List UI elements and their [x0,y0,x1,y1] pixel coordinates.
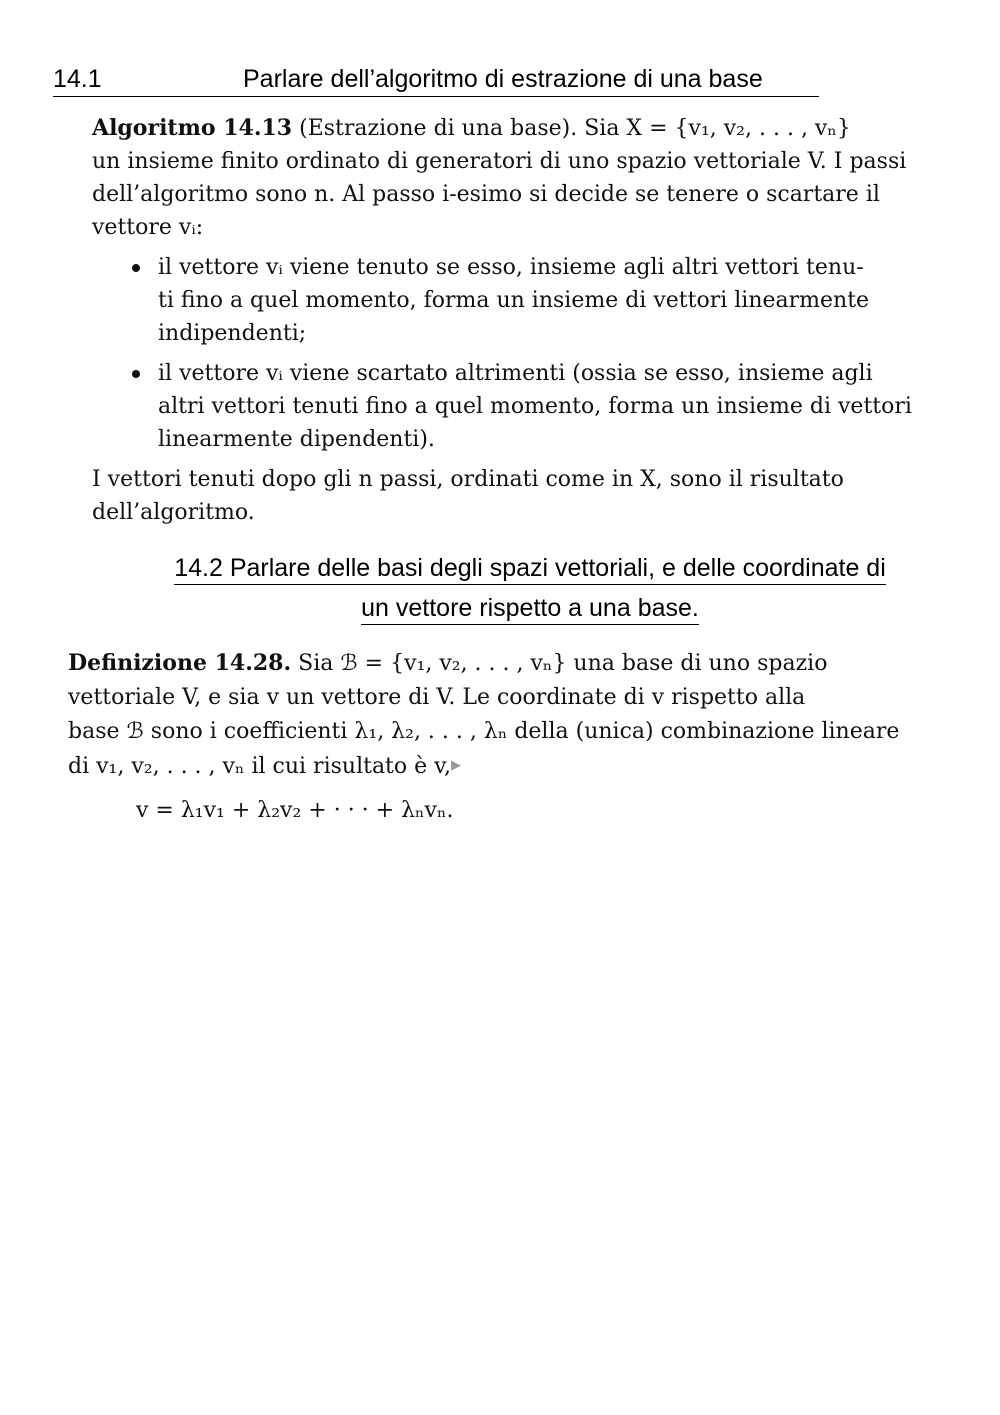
algorithm-line-4: vettore vᵢ: [92,215,204,240]
closing-line: dell’algoritmo. [92,500,255,525]
algorithm-line-3: dell’algoritmo sono n. Al passo i-esimo si decide se tenere o scartare il [92,182,880,207]
bullet-line: linearmente dipendenti). [158,427,435,452]
bullet-dot-icon [132,264,140,272]
bullet-line: ti fino a quel momento, forma un insieme di vettori linearmente [158,288,870,313]
section-title-line-1: 14.2 Parlare delle basi degli spazi vettoriali, e delle coordinate di [174,552,886,585]
definition-line-1 [68,646,924,681]
algorithm-block [92,112,912,529]
bullet-item-kept [92,251,912,350]
footnote-marker-icon: ▶ [450,758,461,773]
section-number: 14.1 [53,65,102,93]
section-title: Parlare dell’algoritmo di estrazione di una base [243,65,763,93]
algorithm-name: (Estrazione di una base). [299,116,578,141]
definition-text: Sia ℬ = {v₁, v₂, . . . , vₙ} una base di uno spazio [298,651,828,676]
algorithm-closing [92,463,912,529]
section-heading-14-2 [136,548,924,628]
coordinates-formula: v = λ₁v₁ + λ₂v₂ + · · · + λₙvₙ. [136,798,454,823]
definition-line-3: base ℬ sono i coefficienti λ₁, λ₂, . . . , λₙ della (unica) combinazione lineare [68,719,900,744]
definition-block [68,646,924,823]
algorithm-line-1 [92,112,912,145]
bullet-line: altri vettori tenuti fino a quel momento, forma un insieme di vettori [158,394,912,419]
definition-line-4 [68,749,924,784]
bullet-line: il vettore vᵢ viene tenuto se esso, insieme agli altri vettori tenu- [158,255,864,280]
algorithm-intro-1: Sia X = {v₁, v₂, . . . , vₙ} [584,116,851,141]
definition-text: di v₁, v₂, . . . , vₙ il cui risultato è v, [68,754,451,779]
bullet-dot-icon [132,370,140,378]
algorithm-label: Algoritmo 14.13 [92,115,293,141]
definition-line-2: vettoriale V, e sia v un vettore di V. Le coordinate di v rispetto alla [68,685,806,710]
section-title-line-2: un vettore rispetto a una base. [361,592,699,625]
section-heading-14-1 [53,62,819,97]
closing-line: I vettori tenuti dopo gli n passi, ordinati come in X, sono il risultato [92,467,844,492]
bullet-line: il vettore vᵢ viene scartato altrimenti (ossia se esso, insieme agli [158,361,873,386]
algorithm-line-2: un insieme finito ordinato di generatori di uno spazio vettoriale V. I passi [92,149,907,174]
bullet-item-discarded [92,357,912,456]
definition-label: Definizione 14.28. [68,650,292,676]
bullet-line: indipendenti; [158,321,307,346]
